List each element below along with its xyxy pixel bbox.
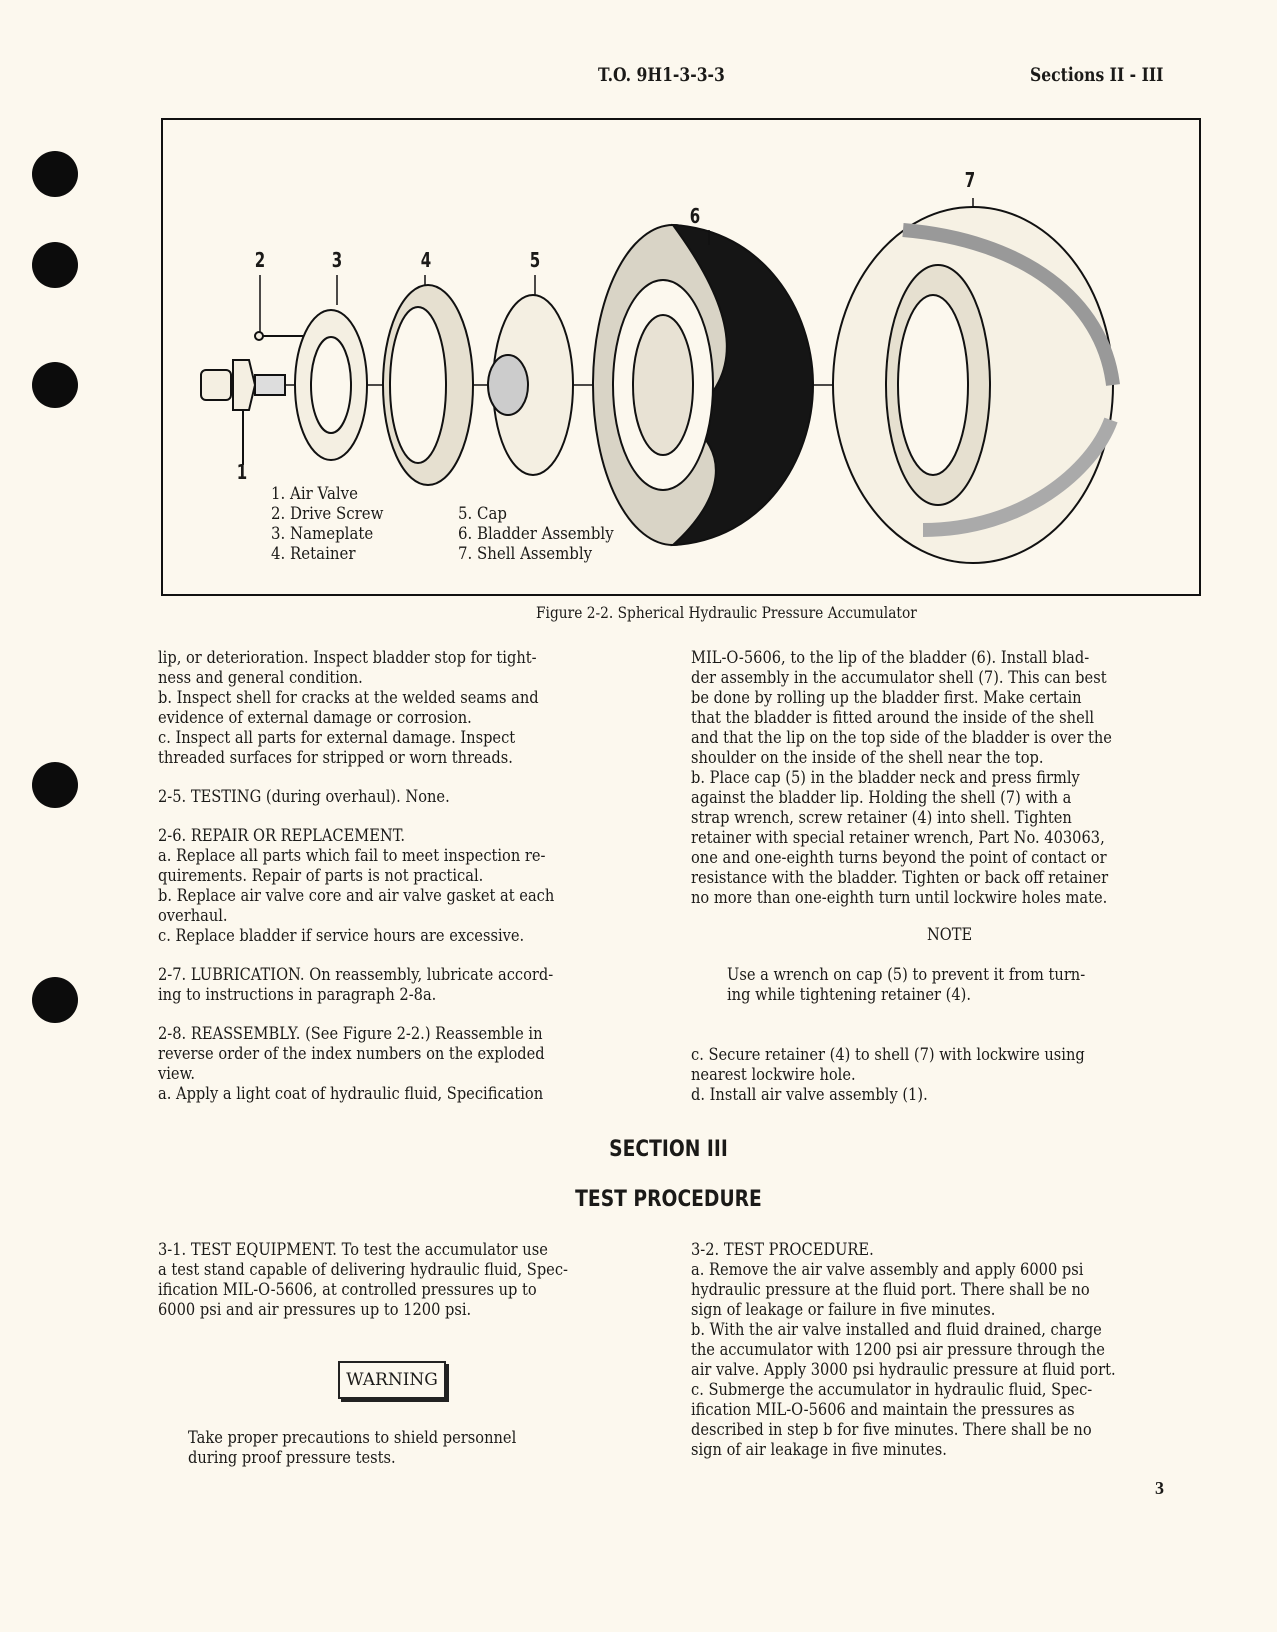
legend-item: 2. Drive Screw xyxy=(271,504,384,524)
callout-1: 1 xyxy=(236,460,248,484)
binder-hole xyxy=(32,977,78,1023)
callout-3: 3 xyxy=(331,248,343,272)
text-line: b. Replace air valve core and air valve gasket at each xyxy=(158,886,555,906)
text-line: air valve. Apply 3000 psi hydraulic pressure at fluid port. xyxy=(691,1360,1116,1380)
callout-7: 7 xyxy=(964,168,976,192)
text-line: der assembly in the accumulator shell (7). This can best xyxy=(691,668,1107,688)
text-line: retainer with special retainer wrench, Part No. 403063, xyxy=(691,828,1105,848)
text-line: one and one-eighth turns beyond the point of contact or xyxy=(691,848,1107,868)
callout-2: 2 xyxy=(254,248,266,272)
text-line: 2-7. LUBRICATION. On reassembly, lubricate accord- xyxy=(158,965,554,985)
callout-4: 4 xyxy=(420,248,432,272)
text-line: Take proper precautions to shield personnel xyxy=(188,1428,517,1448)
air-valve-part xyxy=(201,370,231,400)
text-line: NOTE xyxy=(927,925,973,945)
text-line: a. Replace all parts which fail to meet inspection re- xyxy=(158,846,546,866)
text-line: 2-6. REPAIR OR REPLACEMENT. xyxy=(158,826,405,846)
text-line: 6000 psi and air pressures up to 1200 psi. xyxy=(158,1300,472,1320)
text-line: quirements. Repair of parts is not practical. xyxy=(158,866,484,886)
text-line: strap wrench, screw retainer (4) into shell. Tighten xyxy=(691,808,1072,828)
text-line: shoulder on the inside of the shell near the top. xyxy=(691,748,1044,768)
text-line: hydraulic pressure at the fluid port. There shall be no xyxy=(691,1280,1090,1300)
text-line: b. Place cap (5) in the bladder neck and press firmly xyxy=(691,768,1080,788)
text-line: described in step b for five minutes. There shall be no xyxy=(691,1420,1092,1440)
binder-hole xyxy=(32,151,78,197)
text-line: a. Apply a light coat of hydraulic fluid, Specification xyxy=(158,1084,544,1104)
text-line: ing while tightening retainer (4). xyxy=(727,985,972,1005)
text-line: be done by rolling up the bladder first. Make certain xyxy=(691,688,1082,708)
section-number: SECTION III xyxy=(609,1137,728,1162)
text-line: view. xyxy=(158,1064,196,1084)
legend-item: 6. Bladder Assembly xyxy=(458,524,614,544)
callout-5: 5 xyxy=(529,248,541,272)
text-line: ing to instructions in paragraph 2-8a. xyxy=(158,985,437,1005)
text-line: and that the lip on the top side of the bladder is over the xyxy=(691,728,1112,748)
binder-hole xyxy=(32,762,78,808)
text-line: b. With the air valve installed and fluid drained, charge xyxy=(691,1320,1102,1340)
figure-2-2 xyxy=(161,118,1201,596)
text-line: threaded surfaces for stripped or worn threads. xyxy=(158,748,513,768)
text-line: 2-8. REASSEMBLY. (See Figure 2-2.) Reassemble in xyxy=(158,1024,543,1044)
text-line: c. Inspect all parts for external damage. Inspect xyxy=(158,728,516,748)
text-line: the accumulator with 1200 psi air pressure through the xyxy=(691,1340,1105,1360)
callout-6: 6 xyxy=(689,204,701,228)
text-line: lip, or deterioration. Inspect bladder stop for tight- xyxy=(158,648,537,668)
warning-label: WARNING xyxy=(338,1361,446,1399)
text-line: against the bladder lip. Holding the shell (7) with a xyxy=(691,788,1072,808)
text-line: overhaul. xyxy=(158,906,228,926)
text-line: no more than one-eighth turn until lockwire holes mate. xyxy=(691,888,1108,908)
text-line: ification MIL-O-5606 and maintain the pressures as xyxy=(691,1400,1075,1420)
binder-hole xyxy=(32,242,78,288)
text-line: reverse order of the index numbers on the exploded xyxy=(158,1044,545,1064)
text-line: c. Secure retainer (4) to shell (7) with lockwire using xyxy=(691,1045,1085,1065)
binder-hole xyxy=(32,362,78,408)
legend-item: 7. Shell Assembly xyxy=(458,544,593,564)
text-line: Use a wrench on cap (5) to prevent it from turn- xyxy=(727,965,1086,985)
text-line: d. Install air valve assembly (1). xyxy=(691,1085,928,1105)
text-line: sign of leakage or failure in five minutes. xyxy=(691,1300,996,1320)
text-line: MIL-O-5606, to the lip of the bladder (6). Install blad- xyxy=(691,648,1090,668)
text-line: ification MIL-O-5606, at controlled pressures up to xyxy=(158,1280,537,1300)
legend-item: 3. Nameplate xyxy=(271,524,374,544)
text-line: ness and general condition. xyxy=(158,668,363,688)
section-range: Sections II - III xyxy=(1030,64,1164,86)
text-line: 3-1. TEST EQUIPMENT. To test the accumulator use xyxy=(158,1240,548,1260)
text-line: during proof pressure tests. xyxy=(188,1448,396,1468)
text-line: c. Replace bladder if service hours are excessive. xyxy=(158,926,525,946)
text-line: that the bladder is fitted around the inside of the shell xyxy=(691,708,1095,728)
text-line: evidence of external damage or corrosion. xyxy=(158,708,472,728)
figure-caption: Figure 2-2. Spherical Hydraulic Pressure Accumulator xyxy=(536,603,917,622)
legend-item: 5. Cap xyxy=(458,504,507,524)
text-line: a test stand capable of delivering hydraulic fluid, Spec- xyxy=(158,1260,568,1280)
page-number: 3 xyxy=(1155,1478,1164,1498)
text-line: sign of air leakage in five minutes. xyxy=(691,1440,947,1460)
doc-number: T.O. 9H1-3-3-3 xyxy=(598,64,725,86)
text-line: c. Submerge the accumulator in hydraulic fluid, Spec- xyxy=(691,1380,1093,1400)
section-title: TEST PROCEDURE xyxy=(575,1187,762,1212)
text-line: b. Inspect shell for cracks at the welded seams and xyxy=(158,688,539,708)
text-line: nearest lockwire hole. xyxy=(691,1065,856,1085)
legend-item: 1. Air Valve xyxy=(271,484,358,504)
text-line: 3-2. TEST PROCEDURE. xyxy=(691,1240,874,1260)
text-line: a. Remove the air valve assembly and apply 6000 psi xyxy=(691,1260,1084,1280)
text-line: resistance with the bladder. Tighten or back off retainer xyxy=(691,868,1109,888)
text-line: 2-5. TESTING (during overhaul). None. xyxy=(158,787,450,807)
legend-item: 4. Retainer xyxy=(271,544,356,564)
drive-screw-part xyxy=(255,332,263,340)
